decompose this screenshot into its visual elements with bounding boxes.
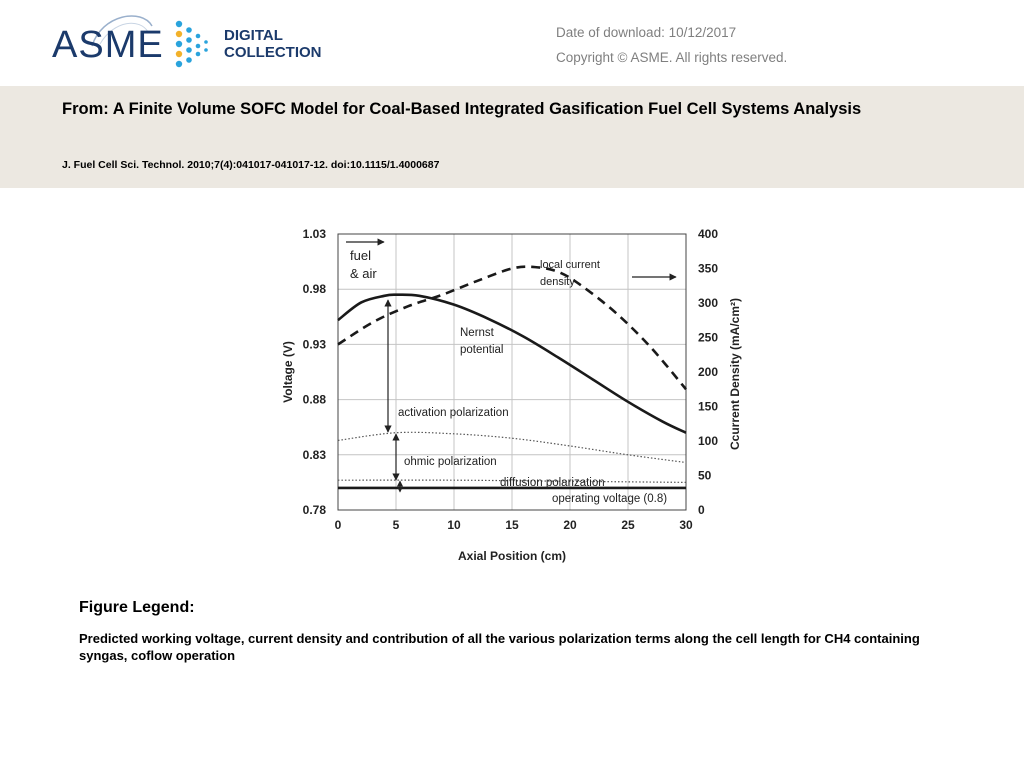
nernst-label-2: potential	[460, 344, 504, 356]
operating-label: operating voltage (0.8)	[552, 493, 668, 505]
fuel-label: fuel	[350, 248, 371, 263]
y2-tick-label: 250	[698, 330, 719, 345]
download-date: Date of download: 10/12/2017	[556, 25, 737, 40]
dots-icon	[176, 21, 208, 67]
activation-label: activation polarization	[398, 407, 509, 419]
copyright-notice: Copyright © ASME. All rights reserved.	[556, 50, 788, 65]
nernst-label: Nernst	[460, 327, 494, 339]
local-current-label: local current	[540, 259, 600, 271]
chart-grid	[338, 234, 686, 510]
y2-tick-label: 300	[698, 296, 719, 310]
digital-wordmark: DIGITAL	[224, 27, 283, 44]
article-title: From: A Finite Volume SOFC Model for Coal-Based Integrated Gasification Fuel Cell Systems Analysis	[62, 100, 862, 118]
y-tick-label: 1.03	[302, 227, 326, 241]
y2-tick-label: 350	[698, 261, 719, 276]
collection-wordmark: COLLECTION	[224, 44, 322, 61]
y2-tick-label: 100	[698, 434, 719, 448]
figure-legend-heading: Figure Legend:	[79, 599, 195, 616]
y2-tick-label: 0	[698, 503, 705, 517]
asme-wordmark: ASME	[52, 24, 164, 66]
x-tick-label: 5	[392, 518, 400, 532]
y2-tick-label: 200	[698, 365, 719, 379]
y-tick-label: 0.93	[302, 337, 326, 352]
diffusion-label: diffusion polarization	[500, 477, 605, 489]
x-tick-label: 20	[563, 518, 577, 532]
x-axis-title: Axial Position (cm)	[457, 549, 567, 563]
y-axis-title: Voltage (V)	[281, 341, 295, 403]
figure-legend-text: Predicted working voltage, current density and contribution of all the various polarization terms along the cell length for CH4 containing syngas, coflow operation	[79, 631, 920, 663]
ohmic-label: ohmic polarization	[404, 456, 497, 468]
asme-digital-collection-logo[interactable]	[52, 10, 352, 72]
y2-tick-label: 150	[698, 399, 719, 414]
x-tick-label: 25	[621, 518, 635, 532]
header	[0, 0, 1024, 86]
y2-axis-title: Ccurrent Density (mA/cm²)	[728, 297, 742, 451]
y2-tick-label: 50	[698, 468, 712, 483]
x-tick-label: 0	[334, 518, 342, 532]
x-tick-label: 30	[679, 518, 693, 532]
x-tick-label: 15	[505, 518, 519, 532]
y2-tick-label: 400	[698, 227, 719, 241]
y-tick-label: 0.88	[302, 392, 326, 407]
article-citation: J. Fuel Cell Sci. Technol. 2010;7(4):041017-041017-12. doi:10.1115/1.4000687	[62, 159, 440, 171]
y-tick-label: 0.83	[302, 447, 326, 462]
download-info	[556, 20, 787, 70]
y-tick-label: 0.78	[302, 503, 326, 517]
local-current-label-2: density	[540, 276, 575, 288]
air-label: & air	[350, 266, 377, 281]
y-tick-label: 0.98	[302, 282, 326, 297]
x-tick-label: 10	[447, 518, 461, 532]
figure-chart	[280, 222, 742, 566]
